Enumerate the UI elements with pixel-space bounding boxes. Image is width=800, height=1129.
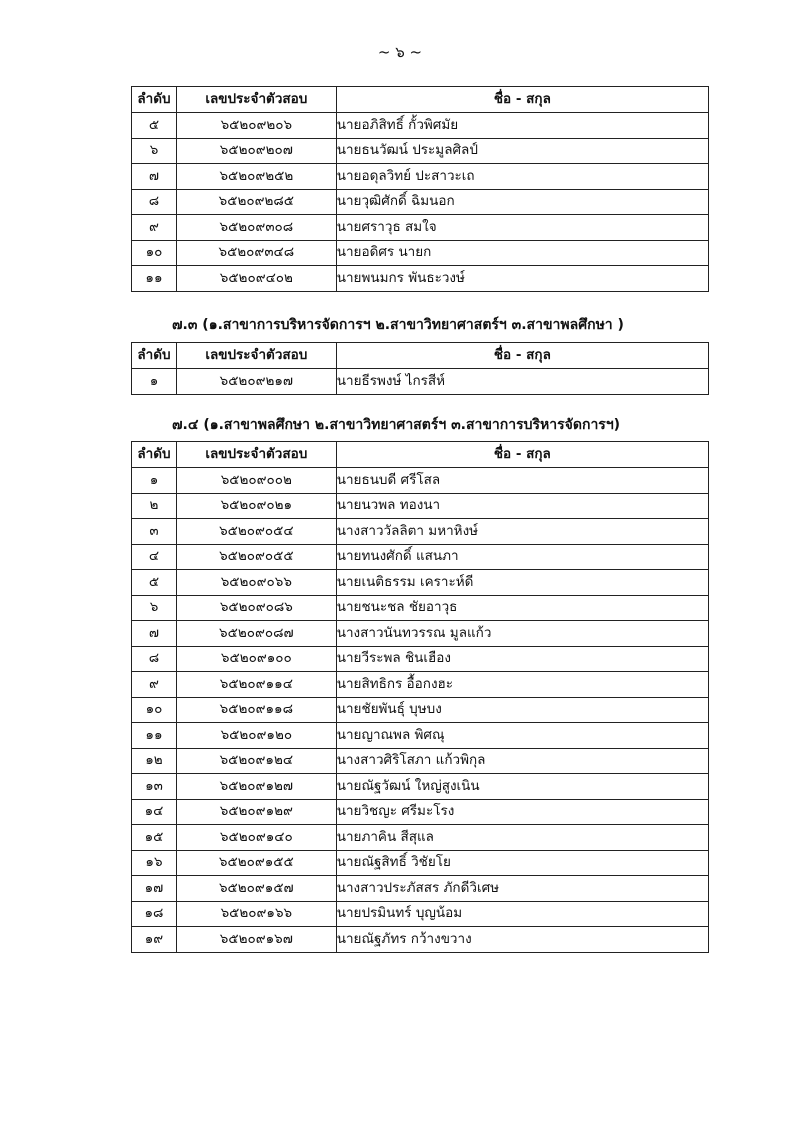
order-cell: ๑๑ xyxy=(132,723,177,749)
order-cell: ๓ xyxy=(132,519,177,545)
table-row xyxy=(132,723,709,749)
exam-id-cell: ๖๕๒๐๙๒๕๒ xyxy=(176,164,336,190)
exam-id-cell: ๖๕๒๐๙๐๘๗ xyxy=(176,621,336,647)
table-header-row xyxy=(132,343,709,369)
name-cell: นายณัฐสิทธิ์ วิชัยโย xyxy=(336,850,708,876)
table-row xyxy=(132,621,709,647)
order-cell: ๑๙ xyxy=(132,927,177,953)
order-cell: ๑๕ xyxy=(132,825,177,851)
name-column-header: ชื่อ - สกุล xyxy=(336,442,708,468)
order-cell: ๗ xyxy=(132,621,177,647)
table-row xyxy=(132,519,709,545)
exam-id-cell: ๖๕๒๐๙๑๕๗ xyxy=(176,876,336,902)
name-cell: นายชัยพันธุ์ บุษบง xyxy=(336,697,708,723)
exam-id-cell: ๖๕๒๐๙๑๒๔ xyxy=(176,748,336,774)
order-cell: ๑๑ xyxy=(132,266,177,292)
exam-id-cell: ๖๕๒๐๙๑๖๖ xyxy=(176,901,336,927)
name-cell: นายนวพล ทองนา xyxy=(336,493,708,519)
exam-id-cell: ๖๕๒๐๙๑๔๐ xyxy=(176,825,336,851)
exam-id-column-header: เลขประจำตัวสอบ xyxy=(176,442,336,468)
page-number: ~ ๖ ~ xyxy=(377,43,423,61)
exam-id-column-header: เลขประจำตัวสอบ xyxy=(176,87,336,113)
name-cell: นายอดุลวิทย์ ปะสาวะเถ xyxy=(336,164,708,190)
table-row xyxy=(132,468,709,494)
exam-id-cell: ๖๕๒๐๙๑๒๐ xyxy=(176,723,336,749)
section-heading-7-3: ๗.๓ (๑.สาขาการบริหารจัดการฯ ๒.สาขาวิทยาศาสตร์ฯ ๓.สาขาพลศึกษา ) xyxy=(172,317,624,333)
exam-id-cell: ๖๕๒๐๙๐๘๖ xyxy=(176,595,336,621)
order-cell: ๒ xyxy=(132,493,177,519)
name-cell: นายธนวัฒน์ ประมูลศิลป์ xyxy=(336,138,708,164)
name-cell: นายอดิศร นายก xyxy=(336,240,708,266)
table-row xyxy=(132,240,709,266)
exam-id-cell: ๖๕๒๐๙๐๕๔ xyxy=(176,519,336,545)
candidate-table-7-3 xyxy=(131,342,709,395)
exam-id-cell: ๖๕๒๐๙๑๒๗ xyxy=(176,774,336,800)
order-cell: ๑๗ xyxy=(132,876,177,902)
name-cell: นายศราวุธ สมใจ xyxy=(336,215,708,241)
section-heading-7-4: ๗.๔ (๑.สาขาพลศึกษา ๒.สาขาวิทยาศาสตร์ฯ ๓.สาขาการบริหารจัดการฯ) xyxy=(172,417,621,433)
table-row xyxy=(132,189,709,215)
name-cell: นายปรมินทร์ บุญน้อม xyxy=(336,901,708,927)
name-cell: นางสาวประภัสสร ภักดีวิเศษ xyxy=(336,876,708,902)
exam-id-cell: ๖๕๒๐๙๔๐๒ xyxy=(176,266,336,292)
order-cell: ๙ xyxy=(132,672,177,698)
name-cell: นายญาณพล พิศณุ xyxy=(336,723,708,749)
table-row xyxy=(132,901,709,927)
exam-id-cell: ๖๕๒๐๙๒๑๗ xyxy=(176,369,336,395)
exam-id-cell: ๖๕๒๐๙๐๖๖ xyxy=(176,570,336,596)
exam-id-cell: ๖๕๒๐๙๒๐๗ xyxy=(176,138,336,164)
name-column-header: ชื่อ - สกุล xyxy=(336,87,708,113)
order-column-header: ลำดับ xyxy=(132,87,177,113)
exam-id-cell: ๖๕๒๐๙๓๔๘ xyxy=(176,240,336,266)
table-row xyxy=(132,927,709,953)
order-cell: ๑๓ xyxy=(132,774,177,800)
table-row xyxy=(132,646,709,672)
order-cell: ๕ xyxy=(132,570,177,596)
name-cell: นายวิชญะ ศรีมะโรง xyxy=(336,799,708,825)
name-cell: นายสิทธิกร อื้อกงฮะ xyxy=(336,672,708,698)
order-cell: ๑ xyxy=(132,468,177,494)
table-row xyxy=(132,595,709,621)
name-cell: นายอภิสิทธิ์ กั้วพิศมัย xyxy=(336,113,708,139)
exam-id-cell: ๖๕๒๐๙๑๖๗ xyxy=(176,927,336,953)
order-cell: ๘ xyxy=(132,189,177,215)
order-cell: ๑๖ xyxy=(132,850,177,876)
order-cell: ๑๐ xyxy=(132,697,177,723)
order-cell: ๑๘ xyxy=(132,901,177,927)
exam-id-cell: ๖๕๒๐๙๑๑๔ xyxy=(176,672,336,698)
exam-id-cell: ๖๕๒๐๙๐๒๑ xyxy=(176,493,336,519)
name-cell: นายทนงศักดิ์ แสนภา xyxy=(336,544,708,570)
table-row xyxy=(132,774,709,800)
table-row xyxy=(132,697,709,723)
order-cell: ๑๒ xyxy=(132,748,177,774)
exam-id-cell: ๖๕๒๐๙๐๕๕ xyxy=(176,544,336,570)
table-row xyxy=(132,570,709,596)
exam-id-cell: ๖๕๒๐๙๑๐๐ xyxy=(176,646,336,672)
order-cell: ๗ xyxy=(132,164,177,190)
table-row xyxy=(132,266,709,292)
name-cell: นายวีระพล ชินเฮือง xyxy=(336,646,708,672)
name-cell: นางสาวศิริโสภา แก้วพิกุล xyxy=(336,748,708,774)
name-cell: นายภาคิน สีสุแล xyxy=(336,825,708,851)
order-cell: ๘ xyxy=(132,646,177,672)
table-row xyxy=(132,493,709,519)
table-row xyxy=(132,672,709,698)
table-row xyxy=(132,215,709,241)
name-cell: นายณัฐวัฒน์ ใหญ่สูงเนิน xyxy=(336,774,708,800)
order-cell: ๔ xyxy=(132,544,177,570)
table-row xyxy=(132,799,709,825)
table-row xyxy=(132,825,709,851)
name-cell: นายธนบดี ศรีโสล xyxy=(336,468,708,494)
exam-id-cell: ๖๕๒๐๙๑๕๕ xyxy=(176,850,336,876)
name-cell: นางสาวนันทวรรณ มูลแก้ว xyxy=(336,621,708,647)
order-cell: ๑๐ xyxy=(132,240,177,266)
order-cell: ๑ xyxy=(132,369,177,395)
order-cell: ๕ xyxy=(132,113,177,139)
exam-id-cell: ๖๕๒๐๙๓๐๘ xyxy=(176,215,336,241)
order-cell: ๖ xyxy=(132,138,177,164)
exam-id-cell: ๖๕๒๐๙๒๐๖ xyxy=(176,113,336,139)
table-row xyxy=(132,876,709,902)
table-row xyxy=(132,850,709,876)
exam-id-cell: ๖๕๒๐๙๐๐๒ xyxy=(176,468,336,494)
exam-id-cell: ๖๕๒๐๙๒๘๕ xyxy=(176,189,336,215)
table-row xyxy=(132,113,709,139)
table-row xyxy=(132,748,709,774)
table-header-row xyxy=(132,87,709,113)
table-row xyxy=(132,369,709,395)
exam-id-cell: ๖๕๒๐๙๑๑๘ xyxy=(176,697,336,723)
name-cell: นายวุฒิศักดิ์ ฉิมนอก xyxy=(336,189,708,215)
table-row xyxy=(132,544,709,570)
order-column-header: ลำดับ xyxy=(132,343,177,369)
candidate-table-continued xyxy=(131,86,709,292)
order-cell: ๖ xyxy=(132,595,177,621)
table-row xyxy=(132,164,709,190)
candidate-table-7-4 xyxy=(131,441,709,953)
table-row xyxy=(132,138,709,164)
table-header-row xyxy=(132,442,709,468)
exam-id-cell: ๖๕๒๐๙๑๒๙ xyxy=(176,799,336,825)
name-cell: นายณัฐภัทร กว้างขวาง xyxy=(336,927,708,953)
exam-id-column-header: เลขประจำตัวสอบ xyxy=(176,343,336,369)
name-cell: นายพนมกร พันธะวงษ์ xyxy=(336,266,708,292)
name-column-header: ชื่อ - สกุล xyxy=(336,343,708,369)
name-cell: นางสาววัลลิตา มหาหิงษ์ xyxy=(336,519,708,545)
order-cell: ๑๔ xyxy=(132,799,177,825)
name-cell: นายชนะชล ชัยอาวุธ xyxy=(336,595,708,621)
name-cell: นายธีรพงษ์ ไกรสีห์ xyxy=(336,369,708,395)
order-column-header: ลำดับ xyxy=(132,442,177,468)
name-cell: นายเนติธรรม เคราะห์ดี xyxy=(336,570,708,596)
order-cell: ๙ xyxy=(132,215,177,241)
